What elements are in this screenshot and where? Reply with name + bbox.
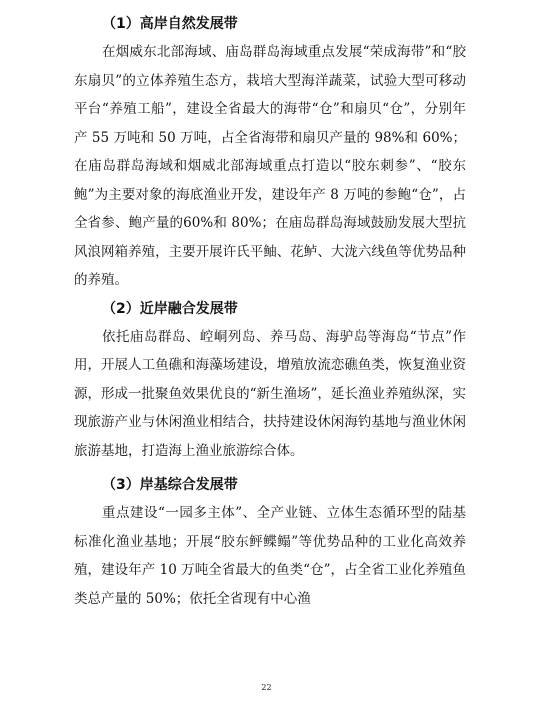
section-heading-3: （3）岸基综合发展带 — [102, 477, 238, 493]
section-paragraph-3: 重点建设“一园多主体”、全产业链、立体生态循环型的陆基标准化渔业基地；开展“胶东鲆鲽鳎”等优势品种的工业化高效养殖，建设年产 10 万吨全省最大的鱼类“仓”，占全省工业化养殖鱼类总产量的 50%；依托全省现有中心渔 — [74, 505, 466, 607]
section-paragraph-1: 在烟威东北部海域、庙岛群岛海域重点发展“荣成海带”和“胶东扇贝”的立体养殖生态方，栽培大型海洋蔬菜，试验大型可移动平台“养殖工船”，建设全省最大的海带“仓”和扇贝“仓”，分别年产 55 万吨和 50 万吨，占全省海带和扇贝产量的 98%和 60%；在庙岛群岛海域和烟威北部海域重点打造以“胶东刺参”、“胶东鲍”为主要对象的海底渔业开发，建设年产 8 万吨的参鲍“仓”，占全省参、鲍产量的60%和 80%；在庙岛群岛海域鼓励发展大型抗风浪网箱养殖，主要开展许氏平鲉、花鲈、大泷六线鱼等优势品种的养殖。 — [74, 44, 466, 288]
section-heading-2: （2）近岸融合发展带 — [102, 300, 238, 317]
page-number: 22 — [261, 683, 272, 692]
section-paragraph-2: 依托庙岛群岛、崆峒列岛、养马岛、海驴岛等海岛“节点”作用，开展人工鱼礁和海藻场建设，增殖放流恋礁鱼类，恢复渔业资源，形成一批聚鱼效果优良的“新生渔场”，延长渔业养殖纵深，实现旅游产业与休闲渔业相结合，扶持建设休闲海钓基地与渔业休闲旅游基地，打造海上渔业旅游综合体。 — [74, 328, 466, 459]
document-page — [74, 10, 466, 613]
section-heading-1: （1）高岸自然发展带 — [102, 16, 238, 32]
